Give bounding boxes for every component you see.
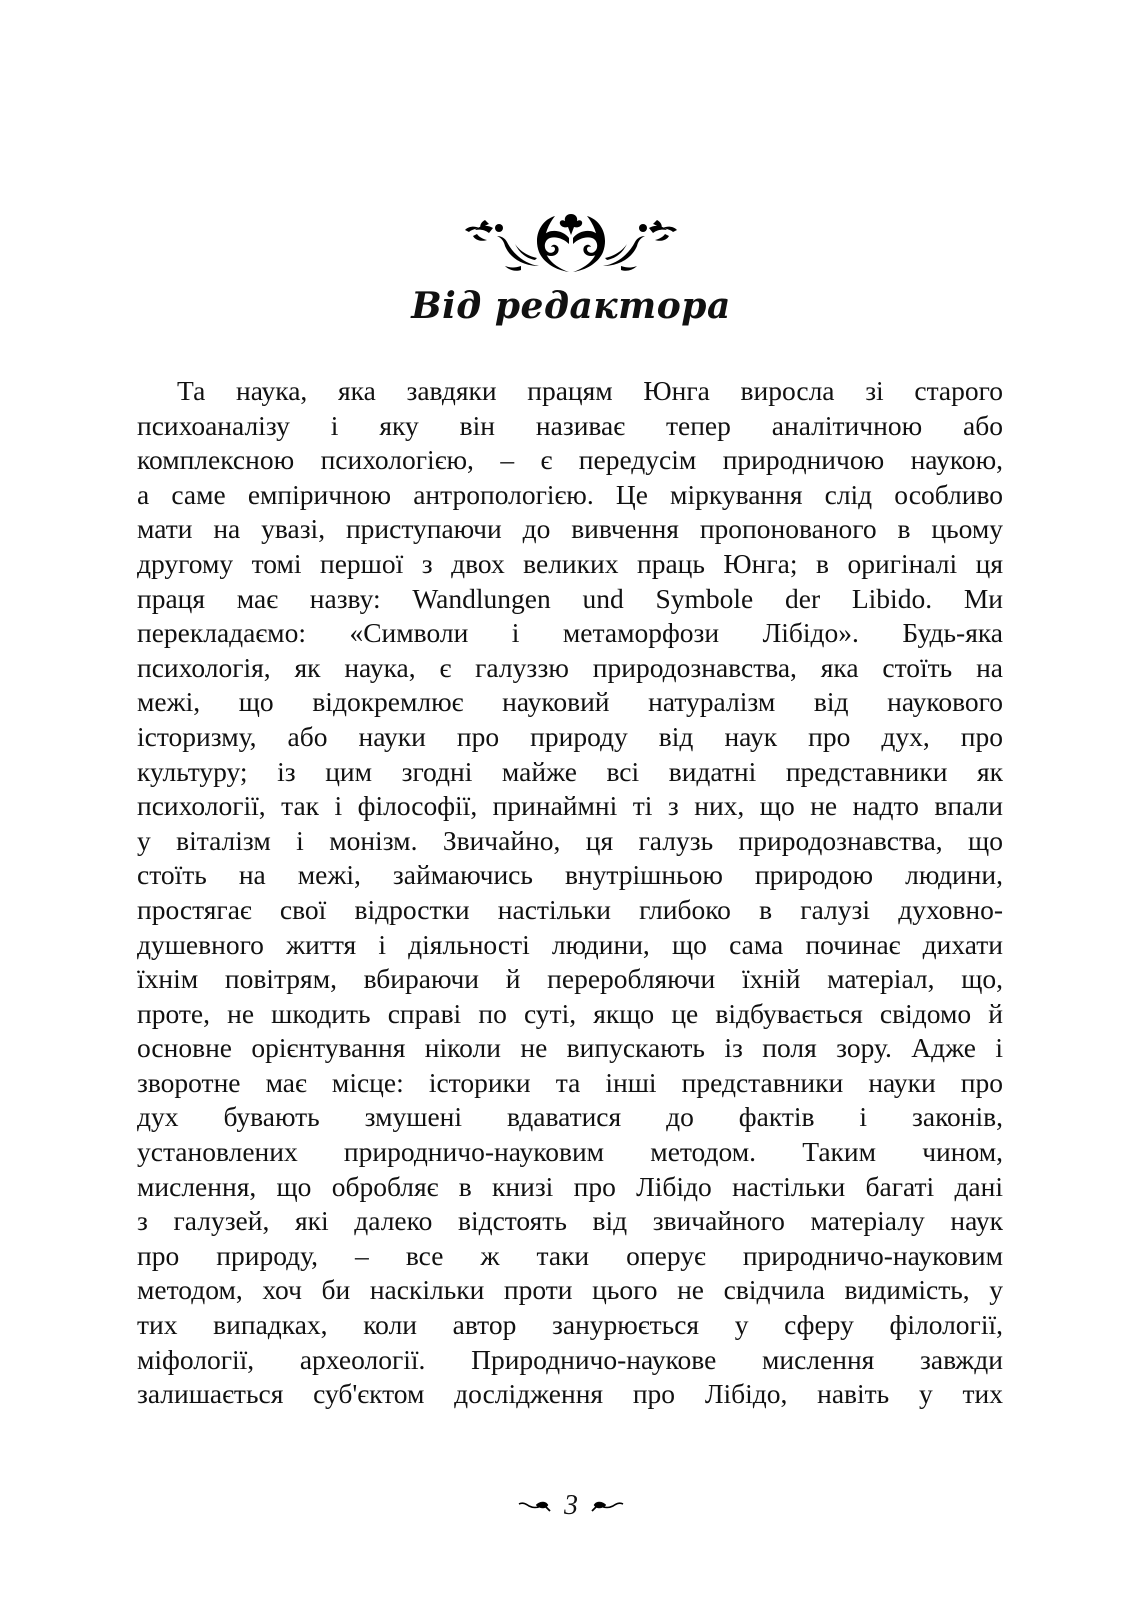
text-line: про природу, – все ж таки оперує природничо-науковим	[137, 1239, 1003, 1271]
text-line: мати на увазі, приступаючи до вивчення пропонованого в цьому	[137, 513, 1003, 545]
page-number: 3	[564, 1490, 578, 1521]
floral-vignette-icon	[459, 208, 683, 280]
text-line: перекладаємо: «Символи і метаморфози Лібідо». Будь-яка	[137, 617, 1003, 649]
text-line: психоаналізу і яку він називає тепер аналітичною або	[137, 409, 1003, 441]
text-line: основне орієнтування ніколи не випускають із поля зору. Адже і	[137, 1032, 1003, 1064]
text-line: у віталізм і монізм. Звичайно, ця галузь природознавства, що	[137, 824, 1003, 856]
text-line: стоїть на межі, займаючись внутрішньою природою людини,	[137, 859, 1003, 891]
text-line: мислення, що обробляє в книзі про Лібідо настільки багаті дані	[137, 1170, 1003, 1202]
text-line: праця має назву: Wandlungen und Symbole der Libido. Ми	[137, 582, 1003, 614]
text-line: Та наука, яка завдяки працям Юнга виросла зі старого	[177, 375, 1003, 406]
text-line: другому томі першої з двох великих праць Юнга; в оригіналі ця	[137, 547, 1003, 579]
text-line: психологія, як наука, є галуззю природознавства, яка стоїть на	[137, 651, 1003, 683]
text-line: міфології, археології. Природничо-наукове мислення завжди	[137, 1343, 1003, 1375]
page-footer	[0, 1490, 1142, 1522]
text-line: їхнім повітрям, вбираючи й переробляючи їхній матеріал, що,	[137, 963, 1003, 995]
leaf-flourish-right-icon	[590, 1499, 624, 1513]
text-line: комплексною психологією, – є передусім природничою наукою,	[137, 444, 1003, 476]
text-line: установлених природничо-науковим методом. Таким чином,	[137, 1136, 1003, 1168]
text-line: проте, не шкодить справі по суті, якщо це відбувається свідомо й	[137, 997, 1003, 1029]
text-line: з галузей, які далеко відстоять від звичайного матеріалу наук	[137, 1205, 1003, 1237]
chapter-title: Від редактора	[411, 285, 731, 327]
text-line: психології, так і філософії, принаймні ті з них, що не надто впали	[137, 790, 1003, 822]
text-line: дух бувають змушені вдаватися до фактів і законів,	[137, 1101, 1003, 1133]
leaf-flourish-left-icon	[518, 1499, 552, 1513]
text-line: душевного життя і діяльності людини, що сама починає дихати	[137, 928, 1003, 960]
text-line: історизму, або науки про природу від наук про дух, про	[137, 720, 1003, 752]
body-paragraph	[137, 374, 1003, 1412]
text-line: простягає свої відростки настільки глибоко в галузі духовно-	[137, 893, 1003, 925]
text-line: культуру; із цим згодні майже всі видатні представники як	[137, 755, 1003, 787]
text-line: зворотне має місце: історики та інші представники науки про	[137, 1066, 1003, 1098]
text-line: тих випадках, коли автор занурюється у сферу філології,	[137, 1309, 1003, 1341]
text-line: методом, хоч би наскільки проти цього не свідчила видимість, у	[137, 1274, 1003, 1306]
text-line: а саме емпіричною антропологією. Це міркування слід особливо	[137, 478, 1003, 510]
text-line: межі, що відокремлює науковий натуралізм від наукового	[137, 686, 1003, 718]
text-line: залишається суб'єктом дослідження про Лібідо, навіть у тих	[137, 1378, 1003, 1410]
